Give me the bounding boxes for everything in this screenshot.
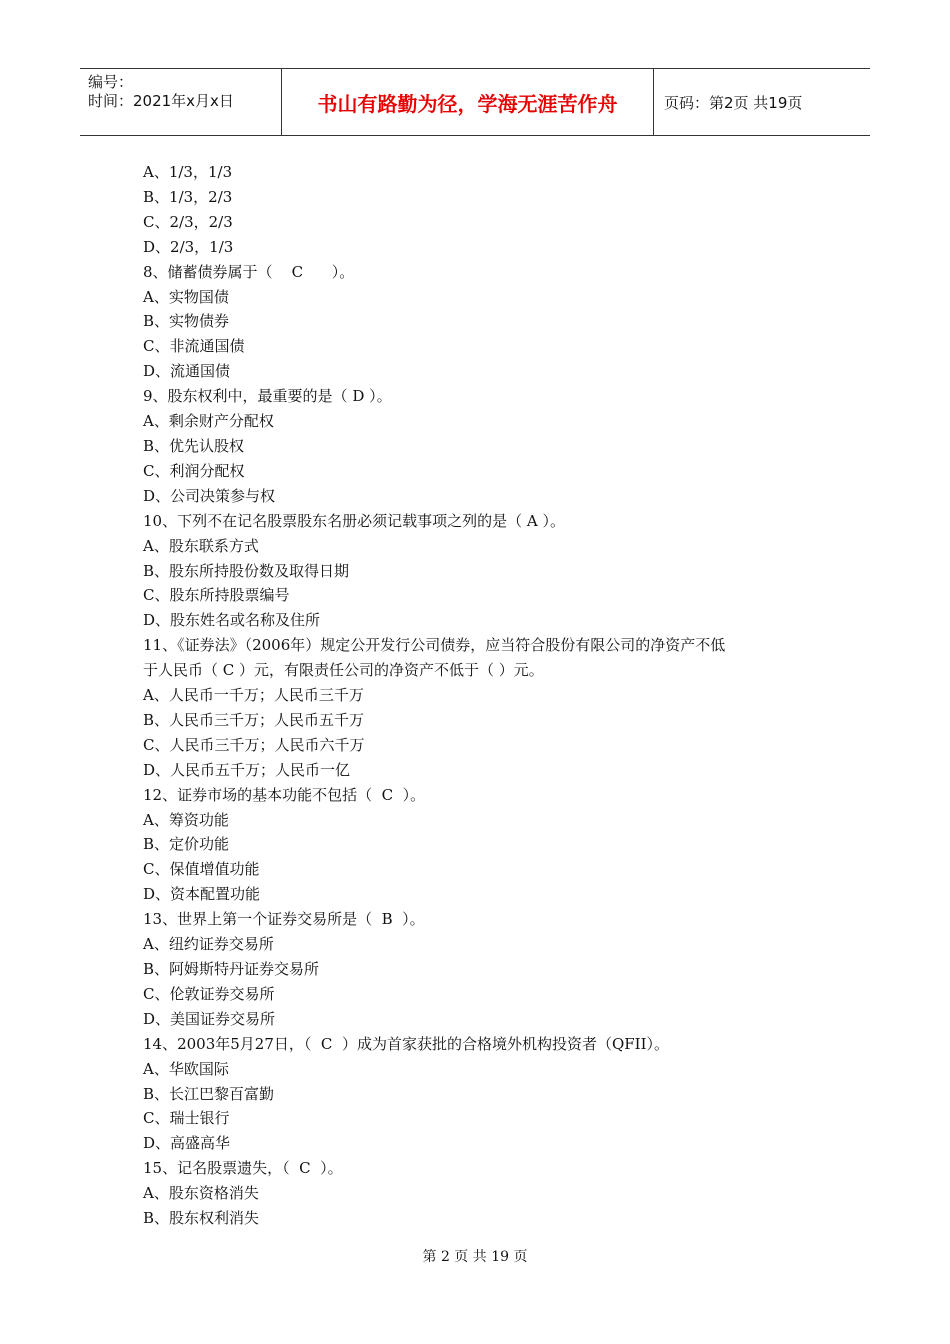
text-line: B、优先认股权 (143, 436, 245, 455)
text-line: D、股东姓名或名称及住所 (143, 611, 321, 630)
question-line: 于人民币（ C ）元，有限责任公司的净资产不低于（ ）元。 (143, 661, 544, 680)
text-line: A、股东联系方式 (143, 536, 259, 555)
text-line: C、伦敦证券交易所 (143, 984, 275, 1003)
text-line: B、股东权利消失 (143, 1209, 260, 1228)
text-line: A、筹资功能 (143, 810, 229, 829)
text-line: C、人民币三千万；人民币六千万 (143, 735, 365, 754)
text-line: C、利润分配权 (143, 461, 245, 480)
text-line: B、1/3，2/3 (143, 187, 233, 206)
question-line: 13、世界上第一个证券交易所是（ B ）。 (143, 910, 425, 929)
document-number-label: 编号： (88, 73, 134, 91)
question-line: 9、股东权利中，最重要的是（ D ）。 (143, 387, 392, 406)
text-line: B、股东所持股份数及取得日期 (143, 561, 350, 580)
text-line: A、股东资格消失 (143, 1184, 259, 1203)
question-line: 14、2003年5月27日，（ C ）成为首家获批的合格境外机构投资者（QFII）。 (143, 1034, 669, 1053)
text-line: A、人民币一千万；人民币三千万 (143, 686, 364, 705)
text-line: A、1/3，1/3 (143, 163, 233, 181)
header-meta (80, 69, 282, 135)
page-header (80, 68, 870, 136)
text-line: C、瑞士银行 (143, 1109, 230, 1128)
header-page-info: 页码：第2页 共19页 (664, 93, 803, 112)
question-line: 12、证券市场的基本功能不包括（ C ）。 (143, 785, 426, 804)
text-line: C、股东所持股票编号 (143, 586, 290, 605)
text-line: D、资本配置功能 (143, 885, 261, 904)
text-line: A、实物国债 (143, 287, 229, 306)
document-date: 时间：2021年x月x日 (88, 92, 234, 110)
text-line: C、非流通国债 (143, 337, 245, 356)
question-line: 15、记名股票遗失，（ C ）。 (143, 1159, 343, 1178)
question-line: 10、下列不在记名股票股东名册必须记载事项之列的是（ A ）。 (143, 511, 565, 530)
text-line: C、2/3，2/3 (143, 212, 233, 231)
text-line: B、实物债券 (143, 312, 230, 331)
text-line: B、阿姆斯特丹证券交易所 (143, 960, 320, 978)
text-line: D、人民币五千万；人民币一亿 (143, 760, 351, 779)
text-line: D、2/3，1/3 (143, 237, 234, 256)
question-line: 11、《证券法》（2006年）规定公开发行公司债券，应当符合股份有限公司的净资产不低 (143, 636, 726, 655)
page-footer: 第 2 页 共 19 页 (422, 1249, 528, 1265)
question-line: 8、储蓄债券属于（ C ）。 (143, 262, 355, 281)
text-line: B、长江巴黎百富勤 (143, 1084, 275, 1103)
text-line: B、人民币三千万；人民币五千万 (143, 710, 365, 729)
header-motto: 书山有路勤为径，学海无涯苦作舟 (282, 69, 654, 135)
text-line: B、定价功能 (143, 835, 230, 854)
text-line: D、流通国债 (143, 362, 231, 381)
text-line: C、保值增值功能 (143, 860, 260, 879)
text-line: A、华欧国际 (143, 1059, 229, 1078)
text-line: D、公司决策参与权 (143, 486, 276, 505)
text-line: D、高盛高华 (143, 1134, 231, 1153)
text-line: D、美国证券交易所 (143, 1009, 276, 1028)
text-line: A、纽约证券交易所 (143, 935, 274, 954)
question-list (143, 160, 823, 1231)
text-line: A、剩余财产分配权 (143, 412, 274, 431)
